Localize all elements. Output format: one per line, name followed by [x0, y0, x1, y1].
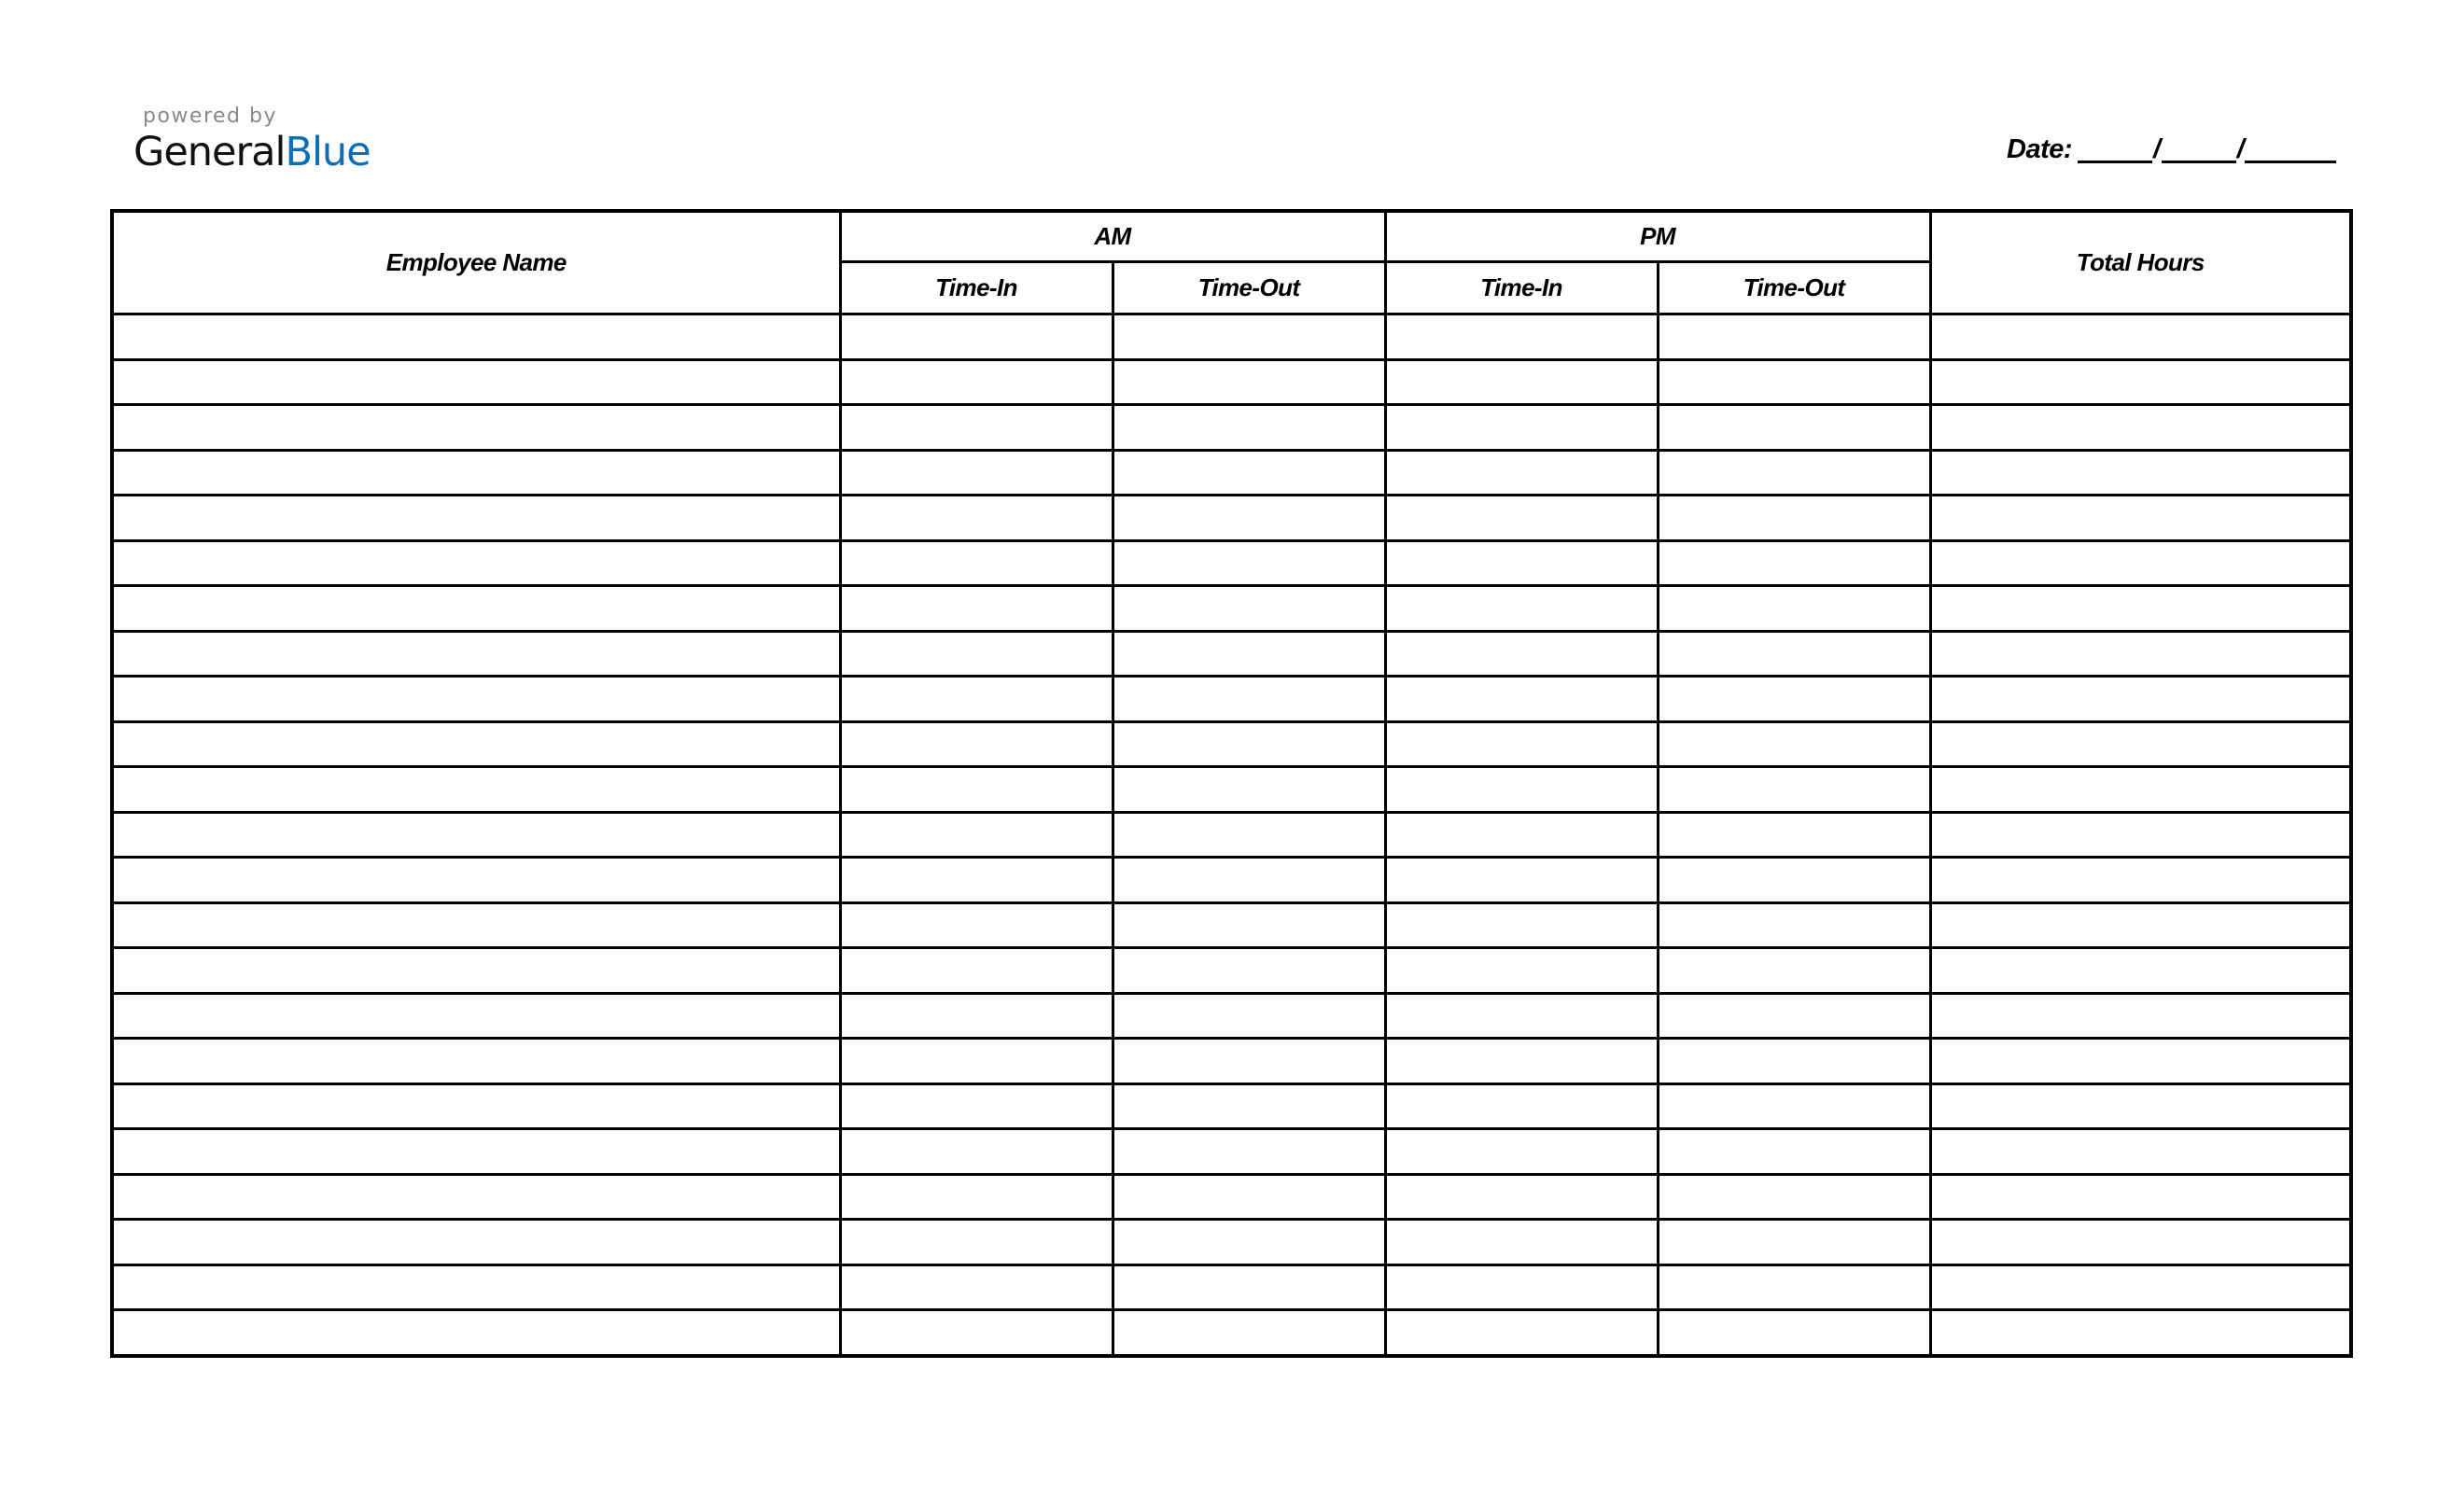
cell-am-time-out[interactable] — [1113, 359, 1385, 405]
cell-am-time-out[interactable] — [1113, 721, 1385, 767]
cell-pm-time-out[interactable] — [1658, 405, 1930, 451]
cell-total-hours[interactable] — [1930, 450, 2351, 496]
cell-am-time-out[interactable] — [1113, 1264, 1385, 1310]
cell-pm-time-in[interactable] — [1385, 902, 1658, 948]
header-total-hours: Total Hours — [1930, 211, 2351, 314]
header-pm-time-in: Time-In — [1385, 262, 1658, 314]
cell-am-time-out[interactable] — [1113, 496, 1385, 541]
cell-total-hours[interactable] — [1930, 496, 2351, 541]
cell-pm-time-out[interactable] — [1658, 721, 1930, 767]
cell-am-time-in[interactable] — [840, 1129, 1113, 1175]
cell-total-hours[interactable] — [1930, 540, 2351, 586]
cell-pm-time-out[interactable] — [1658, 450, 1930, 496]
cell-pm-time-in[interactable] — [1385, 1310, 1658, 1356]
cell-employee-name[interactable] — [112, 314, 840, 360]
cell-pm-time-in[interactable] — [1385, 1174, 1658, 1220]
table-row — [112, 1129, 2351, 1175]
cell-employee-name[interactable] — [112, 631, 840, 677]
cell-pm-time-out[interactable] — [1658, 1174, 1930, 1220]
header-employee-name: Employee Name — [112, 211, 840, 314]
table-row — [112, 948, 2351, 994]
cell-pm-time-out[interactable] — [1658, 359, 1930, 405]
cell-am-time-out[interactable] — [1113, 858, 1385, 903]
cell-employee-name[interactable] — [112, 359, 840, 405]
cell-total-hours[interactable] — [1930, 405, 2351, 451]
header-am-time-in: Time-In — [840, 262, 1113, 314]
cell-pm-time-in[interactable] — [1385, 314, 1658, 360]
cell-pm-time-out[interactable] — [1658, 677, 1930, 722]
cell-am-time-in[interactable] — [840, 721, 1113, 767]
cell-total-hours[interactable] — [1930, 902, 2351, 948]
cell-am-time-out[interactable] — [1113, 1174, 1385, 1220]
cell-am-time-out[interactable] — [1113, 1310, 1385, 1356]
cell-pm-time-in[interactable] — [1385, 948, 1658, 994]
cell-am-time-out[interactable] — [1113, 812, 1385, 858]
cell-pm-time-in[interactable] — [1385, 677, 1658, 722]
table-row — [112, 1039, 2351, 1084]
cell-pm-time-in[interactable] — [1385, 1039, 1658, 1084]
cell-total-hours[interactable] — [1930, 586, 2351, 632]
header-pm-time-out: Time-Out — [1658, 262, 1930, 314]
table-row — [112, 496, 2351, 541]
cell-am-time-out[interactable] — [1113, 1129, 1385, 1175]
cell-am-time-out[interactable] — [1113, 314, 1385, 360]
header-pm: PM — [1385, 211, 1930, 262]
cell-pm-time-in[interactable] — [1385, 767, 1658, 813]
cell-pm-time-in[interactable] — [1385, 359, 1658, 405]
cell-am-time-in[interactable] — [840, 405, 1113, 451]
cell-employee-name[interactable] — [112, 993, 840, 1039]
cell-total-hours[interactable] — [1930, 721, 2351, 767]
cell-employee-name[interactable] — [112, 586, 840, 632]
cell-am-time-out[interactable] — [1113, 540, 1385, 586]
table-row — [112, 586, 2351, 632]
cell-am-time-in[interactable] — [840, 359, 1113, 405]
cell-pm-time-out[interactable] — [1658, 1129, 1930, 1175]
cell-total-hours[interactable] — [1930, 359, 2351, 405]
cell-am-time-in[interactable] — [840, 586, 1113, 632]
cell-pm-time-out[interactable] — [1658, 631, 1930, 677]
cell-am-time-in[interactable] — [840, 1083, 1113, 1129]
cell-total-hours[interactable] — [1930, 812, 2351, 858]
powered-by-label: powered by — [143, 105, 277, 128]
cell-pm-time-out[interactable] — [1658, 993, 1930, 1039]
cell-am-time-out[interactable] — [1113, 1039, 1385, 1084]
time-sheet-table — [110, 209, 2353, 1358]
cell-am-time-out[interactable] — [1113, 902, 1385, 948]
cell-pm-time-in[interactable] — [1385, 993, 1658, 1039]
cell-pm-time-out[interactable] — [1658, 496, 1930, 541]
cell-total-hours[interactable] — [1930, 631, 2351, 677]
table-row — [112, 1264, 2351, 1310]
cell-total-hours[interactable] — [1930, 993, 2351, 1039]
table-row — [112, 812, 2351, 858]
cell-pm-time-out[interactable] — [1658, 1264, 1930, 1310]
date-year-blank[interactable] — [2245, 133, 2336, 163]
cell-employee-name[interactable] — [112, 1039, 840, 1084]
cell-employee-name[interactable] — [112, 1264, 840, 1310]
cell-employee-name[interactable] — [112, 1174, 840, 1220]
table-row — [112, 405, 2351, 451]
cell-am-time-in[interactable] — [840, 858, 1113, 903]
cell-total-hours[interactable] — [1930, 1129, 2351, 1175]
table-row — [112, 1310, 2351, 1356]
table-row — [112, 767, 2351, 813]
table-row — [112, 858, 2351, 903]
table-row — [112, 1220, 2351, 1265]
cell-am-time-in[interactable] — [840, 948, 1113, 994]
date-label: Date: — [2007, 134, 2073, 164]
table-row — [112, 902, 2351, 948]
cell-pm-time-in[interactable] — [1385, 1264, 1658, 1310]
brand-general-text: General — [133, 129, 286, 175]
cell-total-hours[interactable] — [1930, 1039, 2351, 1084]
cell-pm-time-out[interactable] — [1658, 858, 1930, 903]
cell-pm-time-out[interactable] — [1658, 1039, 1930, 1084]
cell-am-time-out[interactable] — [1113, 1083, 1385, 1129]
cell-employee-name[interactable] — [112, 677, 840, 722]
cell-pm-time-out[interactable] — [1658, 586, 1930, 632]
cell-employee-name[interactable] — [112, 767, 840, 813]
cell-total-hours[interactable] — [1930, 1083, 2351, 1129]
table-row — [112, 314, 2351, 360]
cell-pm-time-out[interactable] — [1658, 902, 1930, 948]
cell-am-time-in[interactable] — [840, 812, 1113, 858]
cell-pm-time-out[interactable] — [1658, 767, 1930, 813]
cell-am-time-in[interactable] — [840, 1264, 1113, 1310]
cell-pm-time-in[interactable] — [1385, 405, 1658, 451]
cell-am-time-in[interactable] — [840, 1310, 1113, 1356]
cell-pm-time-in[interactable] — [1385, 1083, 1658, 1129]
cell-total-hours[interactable] — [1930, 1174, 2351, 1220]
cell-employee-name[interactable] — [112, 948, 840, 994]
cell-am-time-in[interactable] — [840, 767, 1113, 813]
cell-am-time-in[interactable] — [840, 450, 1113, 496]
cell-am-time-in[interactable] — [840, 993, 1113, 1039]
cell-total-hours[interactable] — [1930, 677, 2351, 722]
cell-total-hours[interactable] — [1930, 858, 2351, 903]
time-sheet-body — [112, 314, 2351, 1356]
cell-pm-time-out[interactable] — [1658, 1220, 1930, 1265]
cell-employee-name[interactable] — [112, 496, 840, 541]
cell-am-time-out[interactable] — [1113, 586, 1385, 632]
table-row — [112, 631, 2351, 677]
header-am-time-out: Time-Out — [1113, 262, 1385, 314]
cell-am-time-in[interactable] — [840, 540, 1113, 586]
cell-pm-time-out[interactable] — [1658, 812, 1930, 858]
cell-employee-name[interactable] — [112, 1220, 840, 1265]
brand-wordmark — [133, 129, 371, 175]
cell-pm-time-in[interactable] — [1385, 631, 1658, 677]
cell-am-time-out[interactable] — [1113, 993, 1385, 1039]
cell-pm-time-out[interactable] — [1658, 1310, 1930, 1356]
table-row — [112, 677, 2351, 722]
header-am: AM — [840, 211, 1385, 262]
cell-am-time-in[interactable] — [840, 314, 1113, 360]
cell-pm-time-in[interactable] — [1385, 540, 1658, 586]
cell-pm-time-in[interactable] — [1385, 1220, 1658, 1265]
cell-employee-name[interactable] — [112, 405, 840, 451]
cell-total-hours[interactable] — [1930, 767, 2351, 813]
cell-employee-name[interactable] — [112, 1083, 840, 1129]
brand-blue-text: Blue — [285, 129, 371, 175]
cell-pm-time-out[interactable] — [1658, 540, 1930, 586]
cell-pm-time-in[interactable] — [1385, 721, 1658, 767]
cell-employee-name[interactable] — [112, 1129, 840, 1175]
cell-employee-name[interactable] — [112, 858, 840, 903]
table-row — [112, 1083, 2351, 1129]
cell-am-time-in[interactable] — [840, 1174, 1113, 1220]
table-row — [112, 540, 2351, 586]
cell-pm-time-in[interactable] — [1385, 450, 1658, 496]
cell-employee-name[interactable] — [112, 721, 840, 767]
cell-pm-time-out[interactable] — [1658, 1083, 1930, 1129]
date-month-blank[interactable] — [2078, 133, 2152, 163]
cell-employee-name[interactable] — [112, 902, 840, 948]
cell-am-time-out[interactable] — [1113, 948, 1385, 994]
date-field — [2007, 131, 2336, 168]
cell-pm-time-in[interactable] — [1385, 586, 1658, 632]
cell-am-time-in[interactable] — [840, 1220, 1113, 1265]
cell-employee-name[interactable] — [112, 450, 840, 496]
cell-pm-time-in[interactable] — [1385, 496, 1658, 541]
cell-am-time-out[interactable] — [1113, 1220, 1385, 1265]
cell-employee-name[interactable] — [112, 1310, 840, 1356]
cell-am-time-in[interactable] — [840, 902, 1113, 948]
cell-employee-name[interactable] — [112, 540, 840, 586]
cell-total-hours[interactable] — [1930, 314, 2351, 360]
cell-am-time-in[interactable] — [840, 1039, 1113, 1084]
cell-total-hours[interactable] — [1930, 948, 2351, 994]
cell-pm-time-in[interactable] — [1385, 858, 1658, 903]
table-row — [112, 993, 2351, 1039]
cell-pm-time-in[interactable] — [1385, 812, 1658, 858]
cell-pm-time-out[interactable] — [1658, 314, 1930, 360]
cell-total-hours[interactable] — [1930, 1310, 2351, 1356]
cell-am-time-in[interactable] — [840, 677, 1113, 722]
cell-am-time-out[interactable] — [1113, 450, 1385, 496]
cell-am-time-in[interactable] — [840, 496, 1113, 541]
cell-am-time-in[interactable] — [840, 631, 1113, 677]
general-blue-logo — [133, 105, 371, 175]
table-row — [112, 359, 2351, 405]
cell-am-time-out[interactable] — [1113, 405, 1385, 451]
table-row — [112, 721, 2351, 767]
cell-employee-name[interactable] — [112, 812, 840, 858]
cell-am-time-out[interactable] — [1113, 677, 1385, 722]
cell-pm-time-out[interactable] — [1658, 948, 1930, 994]
cell-total-hours[interactable] — [1930, 1220, 2351, 1265]
date-separator: / — [2153, 134, 2161, 164]
cell-total-hours[interactable] — [1930, 1264, 2351, 1310]
table-row — [112, 1174, 2351, 1220]
date-day-blank[interactable] — [2162, 133, 2236, 163]
date-separator: / — [2236, 134, 2245, 164]
cell-am-time-out[interactable] — [1113, 631, 1385, 677]
table-row — [112, 450, 2351, 496]
cell-pm-time-in[interactable] — [1385, 1129, 1658, 1175]
cell-am-time-out[interactable] — [1113, 767, 1385, 813]
